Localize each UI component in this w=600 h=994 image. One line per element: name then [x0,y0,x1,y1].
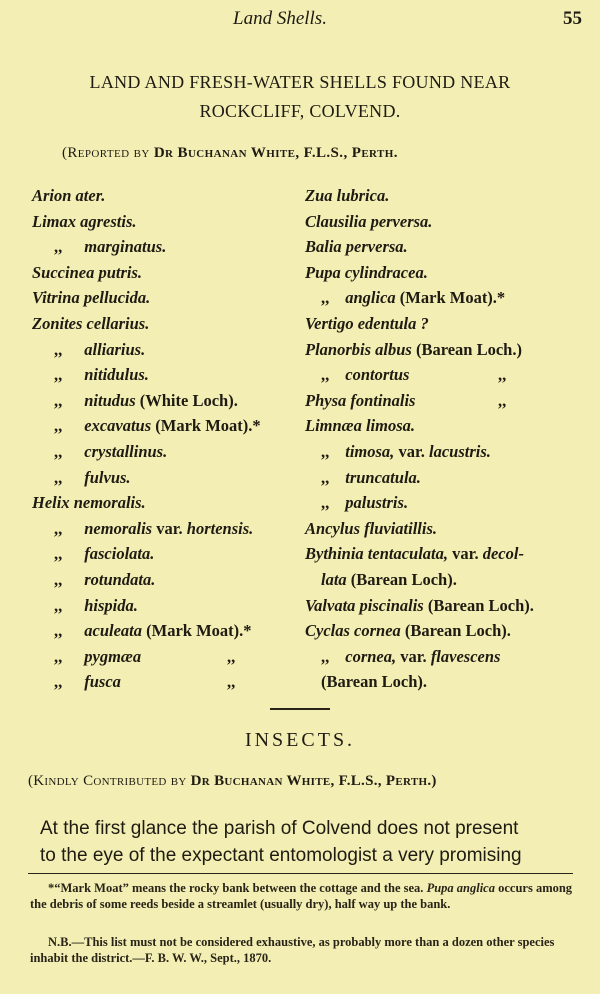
insects-body [40,815,580,869]
species-row [305,260,590,286]
species-name: fulvus. [84,467,131,487]
ditto-mark: ,, [321,365,330,385]
species-row [305,413,590,439]
species-note: (Mark Moat).* [146,621,252,641]
species-name: marginatus. [84,237,167,257]
contributed-by [28,773,437,790]
species-row [32,285,302,311]
species-name: Valvata piscinalis [305,595,424,615]
species-name: Limax agrestis. [32,211,137,231]
species-note: (Mark Moat).* [399,288,506,308]
species-row [32,388,302,414]
species-row [32,490,302,516]
species-row [32,362,302,388]
ditto-mark: ,, [321,646,330,666]
species-name: Cyclas cornea [305,621,401,641]
species-row [305,669,590,695]
species-name: timosa, [345,441,395,461]
ditto-mark: ,, [321,288,330,308]
section-divider [270,708,330,710]
footnote-text: *“Mark Moat” means the rocky bank between the cottage and the sea. [48,881,424,895]
species-name: Vitrina pellucida. [32,288,151,308]
species-name: Balia perversa. [305,237,408,257]
species-row [305,644,590,670]
reported-name: Dr Buchanan White, F.L.S., Perth. [153,145,398,161]
reported-by [62,145,398,162]
species-variety: lacustris. [429,441,491,461]
species-name: fusca [84,672,121,692]
species-variety: flavescens [430,646,501,666]
species-row [32,413,302,439]
ditto-mark: ,, [54,518,63,538]
ditto-mark: ,, [498,365,507,385]
species-variety: hortensis. [186,518,254,538]
species-name: hispida. [84,595,138,615]
footnote-text: occurs among the debris of some reeds beside a streamlet (usually dry), half way up the bank. [30,881,573,911]
ditto-mark: ,, [54,339,63,359]
species-row [305,490,590,516]
species-row [305,183,590,209]
ditto-mark: ,, [54,672,63,692]
species-name: Planorbis albus [305,339,412,359]
species-name: Bythinia tentaculata, [305,544,449,564]
species-row [305,516,590,542]
species-row [305,439,590,465]
ditto-mark: ,, [54,237,63,257]
footnote-italic: Pupa anglica [426,881,495,895]
running-title: Land Shells. [233,8,327,29]
species-name: Limnæa limosa. [305,416,416,436]
species-name: Clausilia perversa. [305,211,433,231]
ditto-mark: ,, [54,595,63,615]
species-row [32,567,302,593]
species-row [32,260,302,286]
ditto-mark: ,, [54,365,63,385]
species-list-right [305,183,590,695]
species-name: Helix nemoralis. [32,493,146,513]
species-row [305,465,590,491]
species-name: crystallinus. [84,441,168,461]
species-row [32,337,302,363]
reported-prefix: (Reported by [62,145,150,161]
species-name: nitudus [84,390,136,410]
species-row [305,337,590,363]
species-note: (Barean Loch.) [415,339,522,359]
footnote-rule [28,873,573,874]
contributed-prefix: (Kindly Contributed by [28,773,187,789]
species-name: Zonites cellarius. [32,313,150,333]
species-name: Ancylus fluviatillis. [305,518,438,538]
ditto-mark: ,, [227,646,236,666]
species-note: (Barean Loch). [350,569,457,589]
section-title-line2: ROCKCLIFF, COLVEND. [199,101,401,121]
species-row [32,465,302,491]
species-row [32,311,302,337]
ditto-mark: ,, [498,390,507,410]
species-row [32,234,302,260]
species-row [305,567,590,593]
species-row [32,618,302,644]
species-name: palustris. [345,493,409,513]
species-row [32,669,302,695]
ditto-mark: ,, [54,646,63,666]
species-name: Succinea putris. [32,262,143,282]
species-variety: decol- [482,544,524,564]
species-name: Pupa cylindracea. [305,262,428,282]
species-name: excavatus [84,416,152,436]
species-row [305,388,590,414]
species-row [32,593,302,619]
species-name: lata [321,569,347,589]
species-name: alliarius. [84,339,146,359]
ditto-mark: ,, [54,569,63,589]
species-name: anglica [345,288,396,308]
species-row [32,439,302,465]
footnote-mark-moat [30,880,575,912]
ditto-mark: ,, [54,390,63,410]
ditto-mark: ,, [54,467,63,487]
species-name: contortus [345,365,410,385]
species-note: (Mark Moat).* [155,416,261,436]
species-note: var. [398,441,425,461]
ditto-mark: ,, [54,621,63,641]
species-note: (Barean Loch). [427,595,534,615]
running-head [0,8,600,34]
species-name: aculeata [84,621,142,641]
species-note: (Barean Loch). [321,672,428,692]
ditto-mark: ,, [227,672,236,692]
ditto-mark: ,, [321,441,330,461]
body-line: to the eye of the expectant entomologist a very promising [40,845,522,866]
species-row [305,311,590,337]
species-note: var. [452,544,479,564]
section-title-line1: LAND AND FRESH-WATER SHELLS FOUND NEAR [89,72,511,92]
contributed-name: Dr Buchanan White, F.L.S., Perth.) [190,773,437,789]
species-row [305,618,590,644]
species-name: fasciolata. [84,544,155,564]
species-name: pygmæa [84,646,142,666]
species-note: (Barean Loch). [404,621,511,641]
species-note: var. [400,646,427,666]
ditto-mark: ,, [54,416,63,436]
page-number: 55 [563,8,582,29]
species-row [32,516,302,542]
species-name: nemoralis [84,518,153,538]
species-row [305,285,590,311]
species-name: Physa fontinalis [305,390,416,410]
species-name: Vertigo edentula ? [305,313,429,333]
body-line: At the first glance the parish of Colvend does not present [40,818,519,839]
species-row [305,541,590,567]
insects-title: INSECTS. [244,729,356,751]
species-name: Zua lubrica. [305,186,390,205]
species-row [32,209,302,235]
species-name: rotundata. [84,569,156,589]
ditto-mark: ,, [54,544,63,564]
species-row [32,541,302,567]
species-name: nitidulus. [84,365,149,385]
species-row [305,209,590,235]
ditto-mark: ,, [54,441,63,461]
footnote-nb: N.B.—This list must not be considered exhaustive, as probably more than a dozen other species inhabit the district.—F. B. W. W., Sept., 1870. [30,935,555,965]
species-row [32,644,302,670]
ditto-mark: ,, [321,467,330,487]
species-name: cornea, [345,646,397,666]
species-name: Arion ater. [32,186,106,205]
species-row [32,183,302,209]
species-list-left [32,183,302,695]
species-note: var. [156,518,183,538]
species-name: truncatula. [345,467,421,487]
species-row [305,234,590,260]
species-row [305,593,590,619]
species-note: (White Loch). [139,390,238,410]
species-row [305,362,590,388]
ditto-mark: ,, [321,493,330,513]
